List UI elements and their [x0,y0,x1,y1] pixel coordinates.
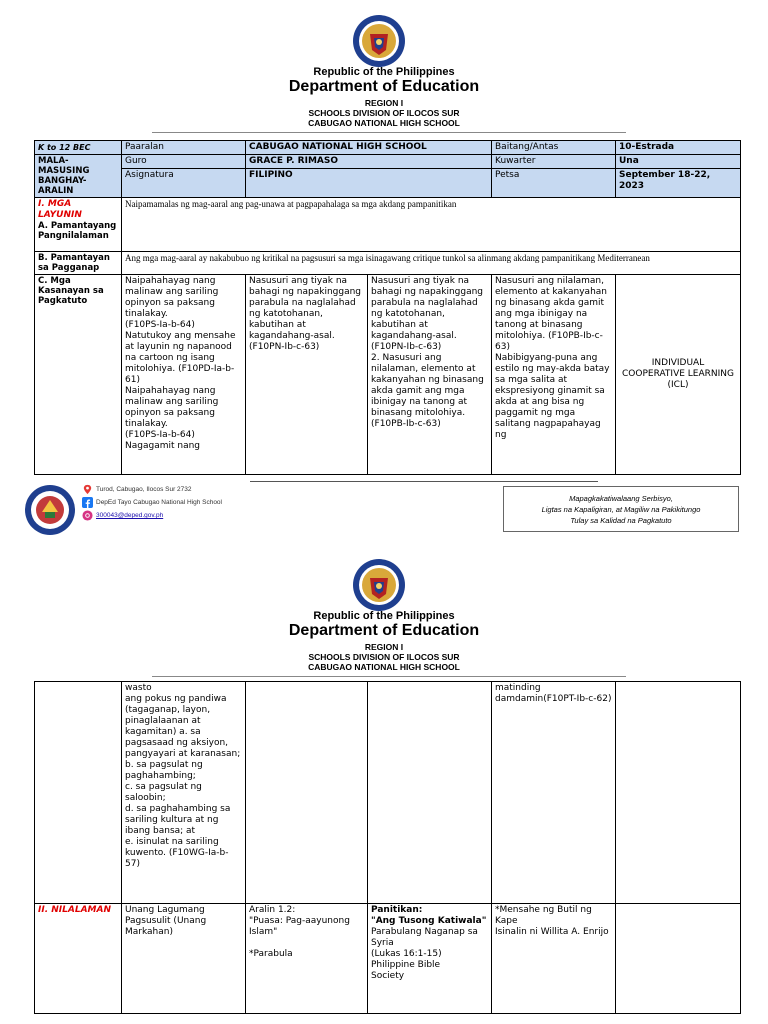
header-rule [152,132,626,133]
cont-day1: wasto ang pokus ng pandiwa (tagaganap, layon, pinaglalaanan at kagamitan) a. sa pagsasaad ng aksiyon, pangyayari at karanasan; b. sa pagsulat ng paghahambing; c. sa pagsulat ng saloobin; d. sa paghahambing sa sariling kultura at ng ibang bansa; at e. isinulat na sariling kuwento. (F10WG-Ia-b-57) [122,682,246,904]
kuwarter-label: Kuwarter [492,155,616,169]
cont-day4: matinding damdamin(F10PT-Ib-c-62) [492,682,616,904]
email-link[interactable]: 300043@deped.gov.ph [96,512,164,519]
kasanayan-day2: Nasusuri ang tiyak na bahagi ng napakinggang parabula na naglalahad ng katotohanan, kabutihan at kagandahang-asal. (F10PN-Ib-c-63) [246,275,368,475]
republic-text: Republic of the Philippines [313,66,455,78]
nilalaman-day1: Unang Lagumang Pagsusulit (Unang Markahan) [122,904,246,1014]
pamantayang-pangnilalaman-label: A. Pamantayang Pangnilalaman [38,221,117,241]
motto-line-2: Ligtas na Kapaligiran, at Magiliw na Pakikitungo [541,505,701,514]
paaralan-value: CABUGAO NATIONAL HIGH SCHOOL [246,141,492,155]
republic-text-2: Republic of the Philippines [313,610,455,622]
cont-label-cell [35,682,122,904]
address-row [82,483,222,496]
asignatura-value: FILIPINO [246,169,492,198]
deped-seal-icon-2 [352,558,406,612]
school-text: CABUGAO NATIONAL HIGH SCHOOL [308,118,460,128]
letterhead [0,66,768,128]
motto-line-1: Mapagkakatiwalaang Serbisyo, [569,494,673,503]
facebook-icon [82,497,93,508]
email-row [82,509,222,522]
contact-info [82,483,222,522]
department-title: Department of Education [288,78,480,95]
kasanayan-day4: Nasusuri ang nilalaman, elemento at kakanyahan ng binasang akda gamit ang mga ibinigay na tanong at binasang mitolohiya. (F10PB-Ib-c-63) Nabibigyang-puna ang estilo ng may-akda batay sa mga salita at ekspresiyong ginamit sa akda at ang bisa ng paggamit ng mga salitang nagpapahayag ng [492,275,616,475]
nilalaman-day5 [616,904,741,1014]
nilalaman-day4: *Mensahe ng Butil ng Kape Isinalin ni Willita A. Enrijo [492,904,616,1014]
kuwarter-value: Una [616,155,741,169]
motto-line-3: Tulay sa Kalidad na Pagkatuto [570,516,672,525]
pamantayan-pagganap-text: Ang mga mag-aaral ay nakabubuo ng kritikal na pagsusuri sa mga isinagawang critique tunkol sa alinmang akdang pampanitikang Mediterranean [122,252,741,275]
kasanayan-day5: INDIVIDUAL COOPERATIVE LEARNING (ICL) [616,275,741,475]
petsa-label: Petsa [492,169,616,198]
guro-value: GRACE P. RIMASO [246,155,492,169]
school-logo-icon [24,484,76,536]
department-title-2: Department of Education [288,622,480,639]
nilalaman-day3 [368,904,492,1014]
layunin-title: I. MGA LAYUNIN [38,199,82,220]
region-text: REGION I [364,98,404,108]
facebook-text: DepEd Tayo Cabugao National High School [96,499,222,506]
nilalaman-label: II. NILALAMAN [35,904,122,1014]
facebook-row [82,496,222,509]
address-text: Turod, Cabugao, Ilocos Sur 2732 [96,486,192,493]
motto-box [503,486,739,532]
nilalaman-day3-title: Panitikan: "Ang Tusong Katiwala" [371,905,487,926]
pamantayan-pagganap-label: B. Pamantayan sa Pagganap [35,252,122,275]
bec-label: K to 12 BEC [35,141,122,155]
layunin-cell [35,198,122,252]
kasanayan-label: C. Mga Kasanayan sa Pagkatuto [35,275,122,475]
cont-day5 [616,682,741,904]
letterhead-2 [0,610,768,672]
deped-seal-icon [352,14,406,68]
paaralan-label: Paaralan [122,141,246,155]
petsa-value: September 18-22, 2023 [616,169,741,198]
email-icon [82,510,93,521]
school-text-2: CABUGAO NATIONAL HIGH SCHOOL [308,662,460,672]
lesson-plan-table-2 [34,681,741,1014]
kasanayan-day3: Nasusuri ang tiyak na bahagi ng napakinggang parabula na naglalahad ng katotohanan, kabutihan at kagandahang-asal. (F10PN-Ib-c-63) 2. Nasusuri ang nilalaman, elemento at kakanyahan ng binasang akda gamit ang mga ibinigay na tanong at binasang mitolohiya. (F10PB-Ib-c-63) [368,275,492,475]
pamantayang-pangnilalaman-text: Naipamamalas ng mag-aaral ang pag-unawa at pagpapahalaga sa mga akdang pampanitikan [122,198,741,252]
plan-title: MALA-MASUSING BANGHAY-ARALIN [35,155,122,198]
region-text-2: REGION I [364,642,404,652]
location-pin-icon [82,484,93,495]
lesson-plan-table [34,140,741,475]
baitang-label: Baitang/Antas [492,141,616,155]
division-text-2: SCHOOLS DIVISION OF ILOCOS SUR [308,652,460,662]
footer-rule [250,481,598,482]
guro-label: Guro [122,155,246,169]
division-text: SCHOOLS DIVISION OF ILOCOS SUR [308,108,460,118]
baitang-value: 10-Estrada [616,141,741,155]
nilalaman-day2: Aralin 1.2: "Puasa: Pag-aayunong Islam" *Parabula [246,904,368,1014]
cont-day3 [368,682,492,904]
cont-day2 [246,682,368,904]
asignatura-label: Asignatura [122,169,246,198]
kasanayan-day1: Naipahahayag nang malinaw ang sariling opinyon sa paksang tinalakay. (F10PS-Ia-b-64) Natutukoy ang mensahe at layunin ng napanood na cartoon ng isang mitolohiya. (F10PD-Ia-b-61) Naipahahayag nang malinaw ang sariling opinyon sa paksang tinalakay. (F10PS-Ia-b-64) Nagagamit nang [122,275,246,475]
nilalaman-day3-text: Parabulang Naganap sa Syria (Lukas 16:1-15) Philippine Bible Society [371,927,478,981]
header-rule-2 [152,676,626,677]
page-2 [0,556,768,1024]
